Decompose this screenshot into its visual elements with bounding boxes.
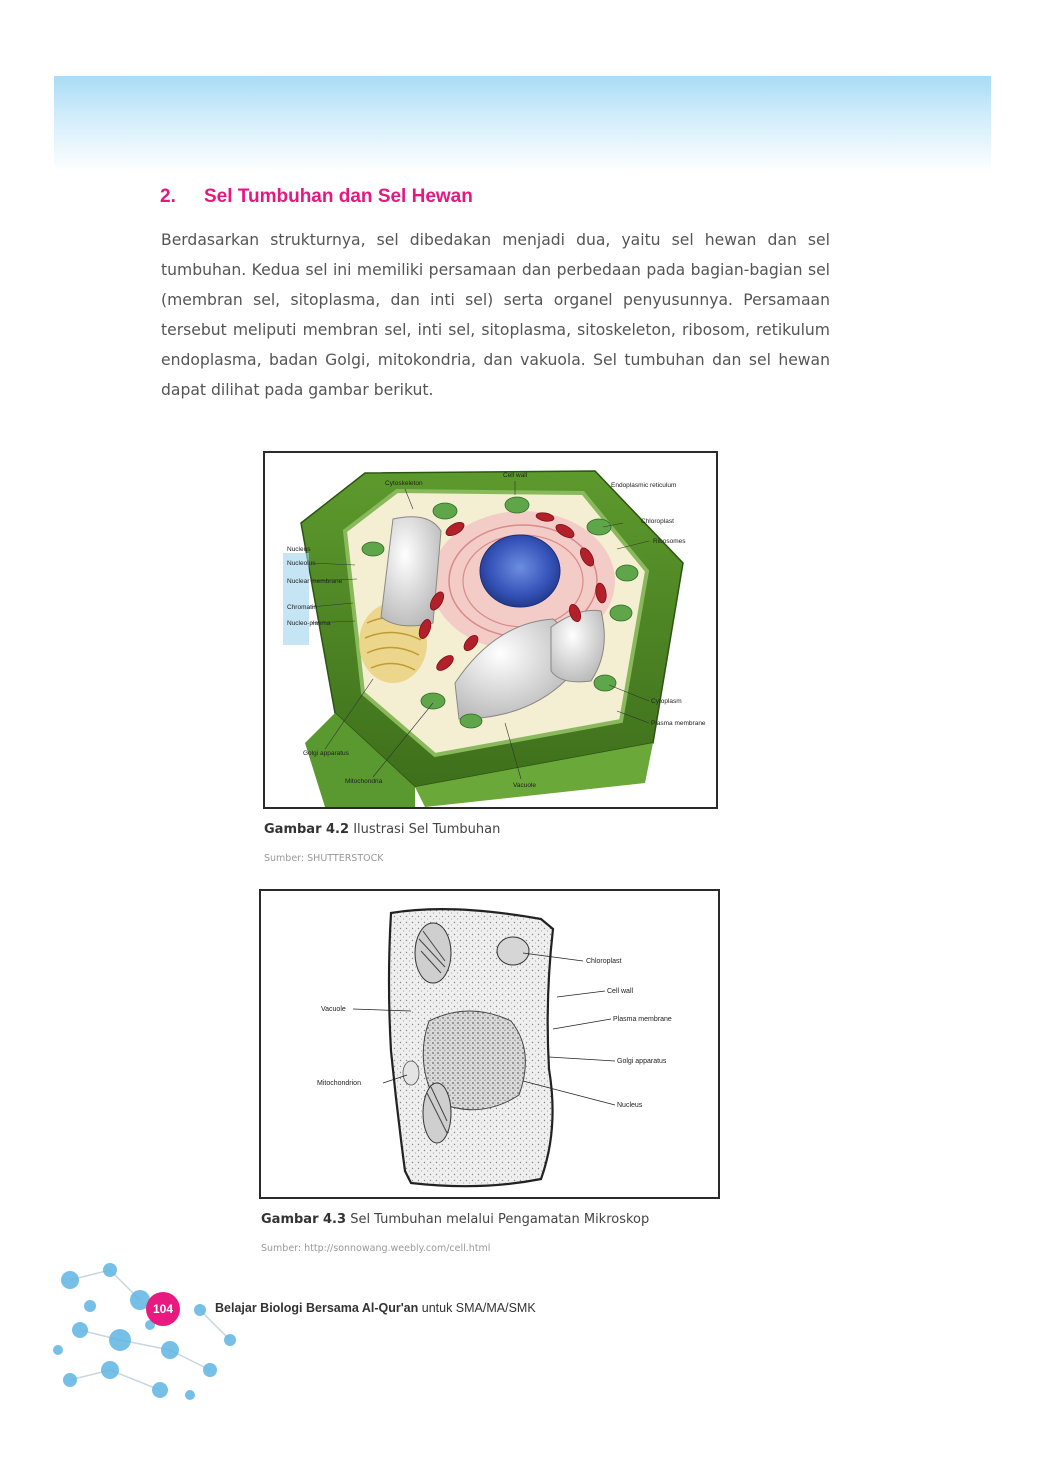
figure2-source: Sumber: http://sonnowang.weebly.com/cell.html (261, 1243, 491, 1254)
label2-nucleus: Nucleus (617, 1102, 643, 1109)
page-number: 104 (146, 1292, 180, 1326)
label2-golgi-apparatus: Golgi apparatus (617, 1058, 667, 1065)
plant-cell-diagram (265, 453, 716, 807)
label2-plasma-membrane: Plasma membrane (613, 1016, 672, 1023)
section-number: 2. (160, 186, 176, 207)
label-ribosomes: Ribosomes (653, 538, 686, 545)
micrograph-diagram (261, 891, 718, 1197)
figure2-caption-label: Gambar 4.3 (261, 1212, 347, 1227)
label-cytoplasm: Cytoplasm (651, 698, 682, 705)
label-nucleoplasm: Nucleo-plasma (287, 620, 331, 627)
label-chloroplast: Chloroplast (641, 518, 674, 525)
label-chromatin: Chromatin (287, 604, 317, 611)
figure2-caption (261, 1212, 649, 1227)
label-cytoskeleton: Cytoskeleton (385, 480, 423, 487)
label-nucleus: Nucleus (287, 546, 311, 553)
label-nucleolus: Nucleolus (287, 560, 316, 567)
label2-chloroplast: Chloroplast (586, 958, 622, 965)
label-mitochondria: Mitochondria (345, 778, 383, 785)
molecule-bubbles-decoration (50, 1250, 250, 1410)
section-title-text: Sel Tumbuhan dan Sel Hewan (204, 186, 473, 207)
figure1-source: Sumber: SHUTTERSTOCK (264, 853, 384, 864)
label2-vacuole: Vacuole (321, 1006, 346, 1013)
plant-cell-illustration (263, 451, 718, 809)
plant-cell-micrograph (259, 889, 720, 1199)
label-nuclear-membrane: Nuclear membrane (287, 578, 343, 585)
figure2-caption-text: Sel Tumbuhan melalui Pengamatan Mikroskop (350, 1212, 650, 1227)
label-endoplasmic-reticulum: Endoplasmic reticulum (611, 482, 677, 489)
label-plasma-membrane: Plasma membrane (651, 720, 706, 727)
label2-cell-wall: Cell wall (607, 988, 634, 995)
header-band (54, 76, 991, 172)
body-paragraph: Berdasarkan strukturnya, sel dibedakan menjadi dua, yaitu sel hewan dan sel tumbuhan. Kedua sel ini memiliki persamaan dan perbedaan pada bagian-bagian sel (membran sel, sitoplasma, dan inti sel) serta organel penyusunnya. Persamaan tersebut meliputi membran sel, inti sel, sitoplasma, sitoskeleton, ribosom, retikulum endoplasma, badan Golgi, mitokondria, dan vakuola. Sel tumbuhan dan sel hewan dapat dilihat pada gambar berikut. (161, 231, 830, 399)
label-cell-wall: Cell wall (503, 472, 528, 479)
label2-mitochondrion: Mitochondrion (317, 1080, 361, 1087)
figure1-caption-text: Ilustrasi Sel Tumbuhan (353, 822, 501, 837)
footer-book-title (215, 1301, 536, 1315)
label-golgi-apparatus: Golgi apparatus (303, 750, 349, 757)
footer-book-title-rest: untuk SMA/MA/SMK (421, 1301, 536, 1315)
label-vacuole: Vacuole (513, 782, 537, 789)
section-title (160, 186, 473, 208)
figure1-caption (264, 822, 500, 837)
figure1-caption-label: Gambar 4.2 (264, 822, 350, 837)
footer-book-title-bold: Belajar Biologi Bersama Al-Qur'an (215, 1301, 419, 1315)
